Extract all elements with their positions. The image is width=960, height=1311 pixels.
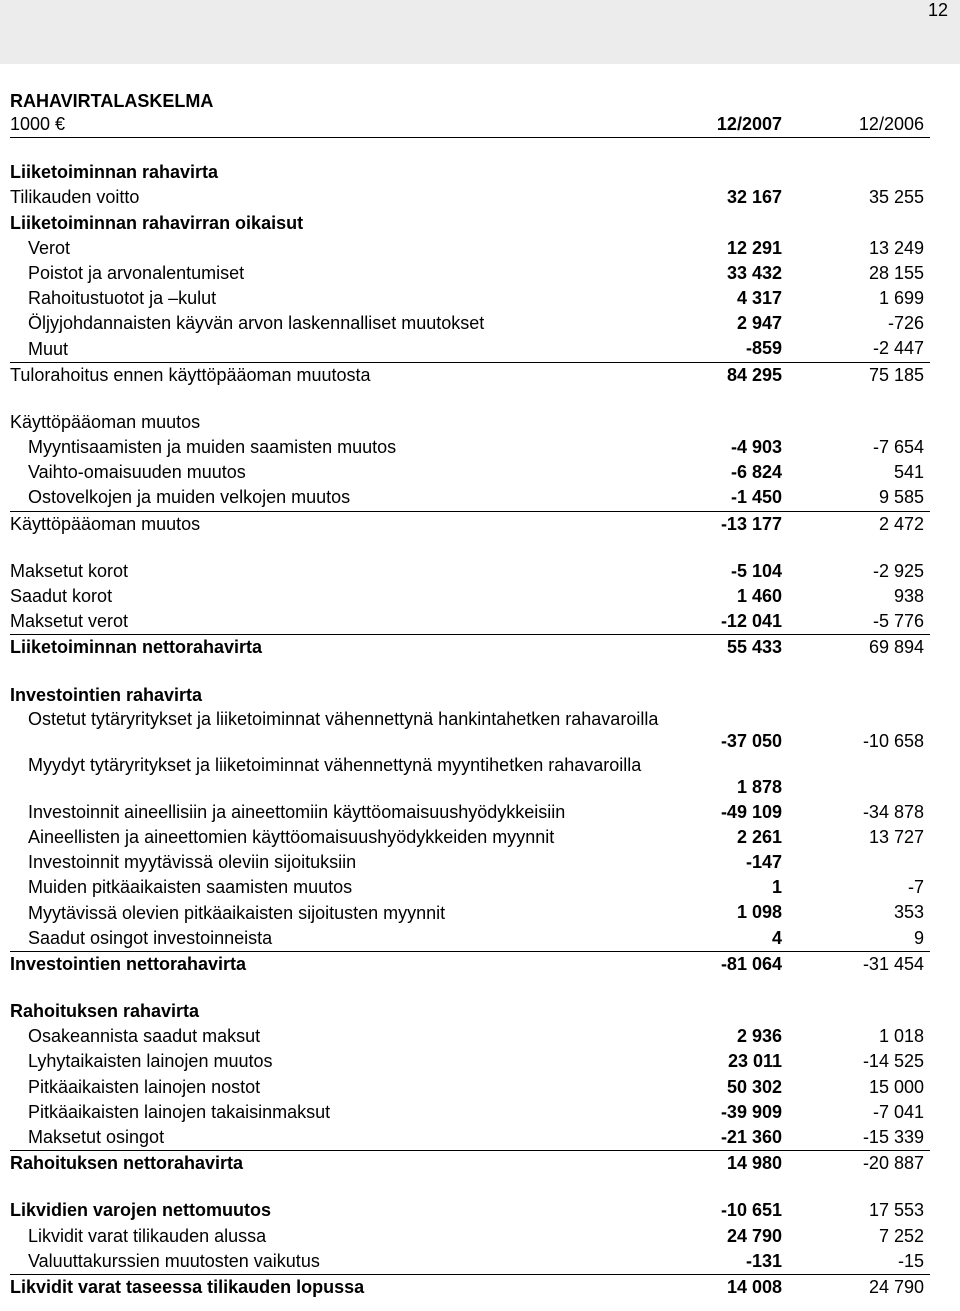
value-2006: 353 (893, 902, 924, 923)
row-label: Käyttöpääoman muutos (10, 513, 201, 534)
statement-row (10, 1024, 930, 1049)
value-2007: -49 109 (720, 801, 782, 822)
value-2007: -13 177 (720, 513, 782, 534)
value-2006: 1 699 (878, 288, 924, 309)
column-header-row (10, 112, 930, 138)
value-2007: -39 909 (720, 1101, 782, 1122)
statement-row (10, 362, 930, 388)
cash-flow-statement (10, 90, 930, 1300)
value-2006: -20 887 (862, 1153, 924, 1174)
section-spacer (10, 388, 930, 410)
value-2006: 24 790 (868, 1276, 924, 1297)
statement-row (10, 1249, 930, 1274)
value-2006: 75 185 (868, 364, 924, 385)
row-label: Rahoitustuotot ja –kulut (28, 288, 217, 309)
value-2007: -81 064 (720, 953, 782, 974)
page-header-band (0, 0, 960, 64)
row-label: Maksetut verot (10, 611, 129, 632)
statement-row (10, 485, 930, 510)
row-label: Rahoituksen rahavirta (10, 1001, 200, 1022)
row-label: Liiketoiminnan rahavirran oikaisut (10, 212, 304, 233)
row-label: Vaihto-omaisuuden muutos (28, 462, 246, 483)
statement-row (10, 311, 930, 336)
row-label: Investointien rahavirta (10, 684, 203, 705)
value-2007: 12 291 (726, 237, 782, 258)
statement-row (10, 511, 930, 537)
statement-row (10, 825, 930, 850)
statement-row (10, 875, 930, 900)
section-spacer (10, 661, 930, 683)
value-2006: -2 447 (872, 338, 924, 359)
row-label: Lyhytaikaisten lainojen muutos (28, 1051, 273, 1072)
statement-row (10, 1274, 930, 1300)
statement-row (10, 460, 930, 485)
value-2007: 33 432 (726, 262, 782, 283)
value-2007: 1 878 (736, 776, 782, 797)
value-2007: -147 (745, 852, 782, 873)
row-label: Ostetut tytäryritykset ja liiketoiminnat vähennettynä hankintahetken rahavaroilla (28, 708, 659, 729)
value-2007: 1 098 (736, 902, 782, 923)
value-2006: 1 018 (878, 1026, 924, 1047)
value-2007: -12 041 (720, 611, 782, 632)
value-2006: 15 000 (868, 1076, 924, 1097)
value-2007: 32 167 (726, 187, 782, 208)
value-2006: 69 894 (868, 637, 924, 658)
row-label: Pitkäaikaisten lainojen takaisinmaksut (28, 1101, 331, 1122)
statement-row (10, 850, 930, 875)
statement-row (10, 435, 930, 460)
row-label: Poistot ja arvonalentumiset (28, 262, 245, 283)
statement-section (10, 410, 930, 537)
row-label: Maksetut korot (10, 560, 129, 581)
row-label: Myytävissä olevien pitkäaikaisten sijoitusten myynnit (28, 902, 446, 923)
section-spacer (10, 138, 930, 160)
row-label: Liiketoiminnan nettorahavirta (10, 637, 263, 658)
value-2006: -14 525 (862, 1051, 924, 1072)
section-spacer (10, 537, 930, 559)
value-2007: -859 (745, 338, 782, 359)
statement-row (10, 559, 930, 584)
row-label: Tilikauden voitto (10, 187, 140, 208)
row-label: Likvidit varat taseessa tilikauden lopussa (10, 1276, 365, 1297)
row-label: Myydyt tytäryritykset ja liiketoiminnat vähennettynä myyntihetken rahavaroilla (28, 754, 642, 775)
value-2007: 84 295 (726, 364, 782, 385)
statement-section (10, 559, 930, 661)
row-label: Pitkäaikaisten lainojen nostot (28, 1076, 261, 1097)
statement-row (10, 754, 930, 800)
row-label: Valuuttakurssien muutosten vaikutus (28, 1250, 320, 1271)
statement-row (10, 1150, 930, 1176)
value-2007: 2 936 (736, 1026, 782, 1047)
value-2006: -31 454 (862, 953, 924, 974)
value-2007: 4 (771, 927, 782, 948)
value-2006: -15 339 (862, 1126, 924, 1147)
row-label: Muiden pitkäaikaisten saamisten muutos (28, 877, 353, 898)
value-2007: 14 980 (726, 1153, 782, 1174)
statement-row (10, 337, 930, 362)
value-2007: 1 460 (736, 585, 782, 606)
statement-row (10, 160, 930, 185)
statement-row (10, 1049, 930, 1074)
statement-body (10, 138, 930, 1300)
value-2007: -10 651 (720, 1200, 782, 1221)
statement-row (10, 951, 930, 977)
statement-row (10, 584, 930, 609)
row-label: Maksetut osingot (28, 1127, 165, 1147)
row-label: Investoinnit myytävissä oleviin sijoituksiin (28, 852, 357, 873)
value-2006: -7 654 (872, 437, 924, 458)
statement-row (10, 609, 930, 634)
row-label: Öljyjohdannaisten käyvän arvon laskennalliset muutokset (28, 313, 485, 334)
row-label: Rahoituksen nettorahavirta (10, 1153, 244, 1174)
row-label: Investointien nettorahavirta (10, 953, 247, 974)
statement-row (10, 683, 930, 708)
row-label: Saadut korot (10, 586, 113, 606)
value-2006: -7 (907, 877, 924, 898)
value-2007: -1 450 (730, 487, 782, 508)
value-2007: 55 433 (726, 637, 782, 658)
value-2006: -10 658 (862, 730, 924, 751)
statement-row (10, 1100, 930, 1125)
value-2007: -6 824 (730, 462, 782, 483)
value-2006: 2 472 (878, 513, 924, 534)
value-2007: 2 947 (736, 313, 782, 334)
row-label: Myyntisaamisten ja muiden saamisten muutos (28, 437, 397, 458)
value-2007: -21 360 (720, 1126, 782, 1147)
row-label: Käyttöpääoman muutos (10, 411, 201, 432)
value-2007: 4 317 (736, 288, 782, 309)
value-2007: -131 (745, 1250, 782, 1271)
value-2006: 17 553 (868, 1200, 924, 1221)
statement-row (10, 634, 930, 660)
value-2006: 9 585 (878, 487, 924, 508)
value-2006: -726 (887, 313, 924, 334)
value-2007: 50 302 (726, 1076, 782, 1097)
page-number: 12 (927, 0, 948, 20)
statement-row (10, 185, 930, 210)
value-2007: 14 008 (726, 1276, 782, 1297)
statement-row (10, 261, 930, 286)
row-label: Aineellisten ja aineettomien käyttöomaisuushyödykkeiden myynnit (28, 826, 555, 847)
row-label: Muut (28, 338, 69, 359)
value-2007: -37 050 (720, 730, 782, 751)
statement-row (10, 286, 930, 311)
value-2006: 13 727 (868, 826, 924, 847)
statement-section (10, 160, 930, 388)
section-spacer (10, 977, 930, 999)
value-2006: -2 925 (872, 560, 924, 581)
row-label: Verot (28, 237, 71, 258)
statement-title: RAHAVIRTALASKELMA (10, 91, 214, 111)
statement-row (10, 800, 930, 825)
value-2007: 23 011 (727, 1051, 782, 1072)
statement-row (10, 236, 930, 261)
value-2006: -34 878 (862, 801, 924, 822)
section-spacer (10, 1176, 930, 1198)
column-header-2007: 12/2007 (716, 113, 782, 134)
statement-row (10, 1075, 930, 1100)
row-label: Osakeannista saadut maksut (28, 1026, 261, 1047)
row-label: Likvidien varojen nettomuutos (10, 1200, 272, 1221)
statement-row (10, 211, 930, 236)
statement-row (10, 1224, 930, 1249)
statement-row (10, 999, 930, 1024)
row-label: Liiketoiminnan rahavirta (10, 162, 219, 183)
value-2006: 7 252 (878, 1225, 924, 1246)
value-2006: -15 (897, 1250, 924, 1271)
statement-row (10, 1198, 930, 1223)
column-header-2006: 12/2006 (858, 113, 924, 134)
value-2007: -4 903 (730, 437, 782, 458)
value-2006: 938 (893, 585, 924, 606)
value-2006: -7 041 (872, 1101, 924, 1122)
value-2007: -5 104 (730, 560, 782, 581)
statement-row (10, 410, 930, 435)
unit-label: 1000 € (10, 114, 66, 134)
value-2007: 1 (771, 877, 782, 898)
statement-row (10, 926, 930, 951)
value-2006: 9 (913, 927, 924, 948)
statement-row (10, 1125, 930, 1150)
value-2007: 24 790 (726, 1225, 782, 1246)
row-label: Tulorahoitus ennen käyttöpääoman muutosta (10, 364, 371, 385)
value-2006: 28 155 (868, 262, 924, 283)
row-label: Investoinnit aineellisiin ja aineettomiin käyttöomaisuushyödykkeisiin (28, 801, 566, 822)
row-label: Saadut osingot investoinneista (28, 927, 273, 948)
statement-section (10, 683, 930, 978)
value-2006: 541 (893, 462, 924, 483)
value-2006: 13 249 (868, 237, 924, 258)
statement-row (10, 901, 930, 926)
statement-section (10, 1198, 930, 1300)
statement-row (10, 708, 930, 754)
value-2006: -5 776 (872, 611, 924, 632)
row-label: Ostovelkojen ja muiden velkojen muutos (28, 487, 351, 508)
row-label: Likvidit varat tilikauden alussa (28, 1225, 267, 1246)
value-2007: 2 261 (736, 826, 782, 847)
value-2006: 35 255 (868, 187, 924, 208)
statement-section (10, 999, 930, 1176)
